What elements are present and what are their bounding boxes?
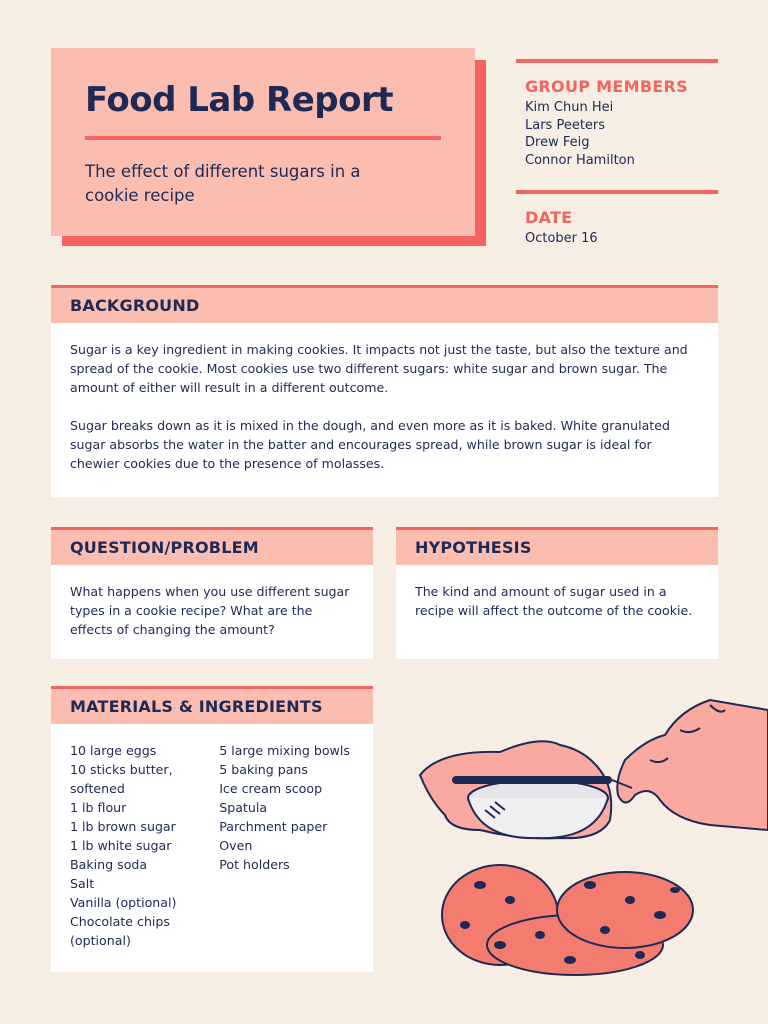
list-item: 10 large eggs: [70, 743, 157, 758]
title-card: [51, 48, 475, 236]
list-item: Baking soda: [70, 857, 148, 872]
list-item: 5 large mixing bowls: [219, 743, 350, 758]
member-name: Kim Chun Hei: [525, 100, 614, 115]
question-section: [51, 527, 373, 659]
background-section: [51, 285, 718, 497]
question-heading: QUESTION/PROBLEM: [51, 527, 373, 565]
list-item: Spatula: [219, 800, 268, 815]
list-item: 5 baking pans: [219, 762, 308, 777]
list-item: Chocolate chips (optional): [70, 914, 170, 948]
list-item: 1 lb white sugar: [70, 838, 172, 853]
list-item: Oven: [219, 838, 253, 853]
list-item: 1 lb brown sugar: [70, 819, 176, 834]
member-name: Lars Peeters: [525, 117, 606, 133]
background-heading: BACKGROUND: [51, 285, 718, 323]
date-divider: [516, 190, 718, 194]
member-name: Drew Feig: [525, 135, 590, 150]
group-members-list: [525, 99, 635, 169]
list-item: Ice cream scoop: [219, 781, 323, 796]
hands-mixing-bowl-cookies-illustration: [410, 690, 768, 990]
background-paragraph: Sugar breaks down as it is mixed in the dough, and even more as it is baked. White granulated sugar absorbs the water in the batter and encourages spread, while brown sugar is ideal for chewier cookies due to the presence of molasses.: [70, 418, 670, 471]
cookie-icon: [557, 872, 693, 948]
date-value: October 16: [525, 231, 598, 246]
list-item: Parchment paper: [219, 819, 328, 834]
members-divider: [516, 59, 718, 63]
question-text: What happens when you use different sugar types in a cookie recipe? What are the effects of changing the amount?: [70, 584, 350, 637]
equipment-list: [219, 741, 354, 950]
report-subtitle: The effect of different sugars in a cookie recipe: [85, 162, 361, 205]
hypothesis-section: [396, 527, 718, 659]
hypothesis-text: The kind and amount of sugar used in a recipe will affect the outcome of the cookie.: [415, 584, 693, 618]
list-item: Pot holders: [219, 857, 290, 872]
right-hand-icon: [617, 700, 768, 830]
spatula-icon: [452, 776, 612, 784]
list-item: Vanilla (optional): [70, 895, 177, 910]
list-item: Salt: [70, 876, 95, 891]
materials-section: [51, 686, 373, 972]
report-title: Food Lab Report: [85, 80, 393, 120]
title-divider: [85, 136, 441, 140]
group-members-heading: GROUP MEMBERS: [525, 77, 688, 96]
date-heading: DATE: [525, 208, 573, 227]
hypothesis-heading: HYPOTHESIS: [396, 527, 718, 565]
list-item: 10 sticks butter, softened: [70, 762, 173, 796]
list-item: 1 lb flour: [70, 800, 127, 815]
background-paragraph: Sugar is a key ingredient in making cookies. It impacts not just the taste, but also the texture and spread of the cookie. Most cookies use two different sugars: white sugar and brown sugar. The amount of either will result in a different outcome.: [70, 342, 688, 395]
member-name: Connor Hamilton: [525, 152, 635, 168]
ingredients-list: [70, 741, 219, 950]
materials-heading: MATERIALS & INGREDIENTS: [51, 686, 373, 724]
